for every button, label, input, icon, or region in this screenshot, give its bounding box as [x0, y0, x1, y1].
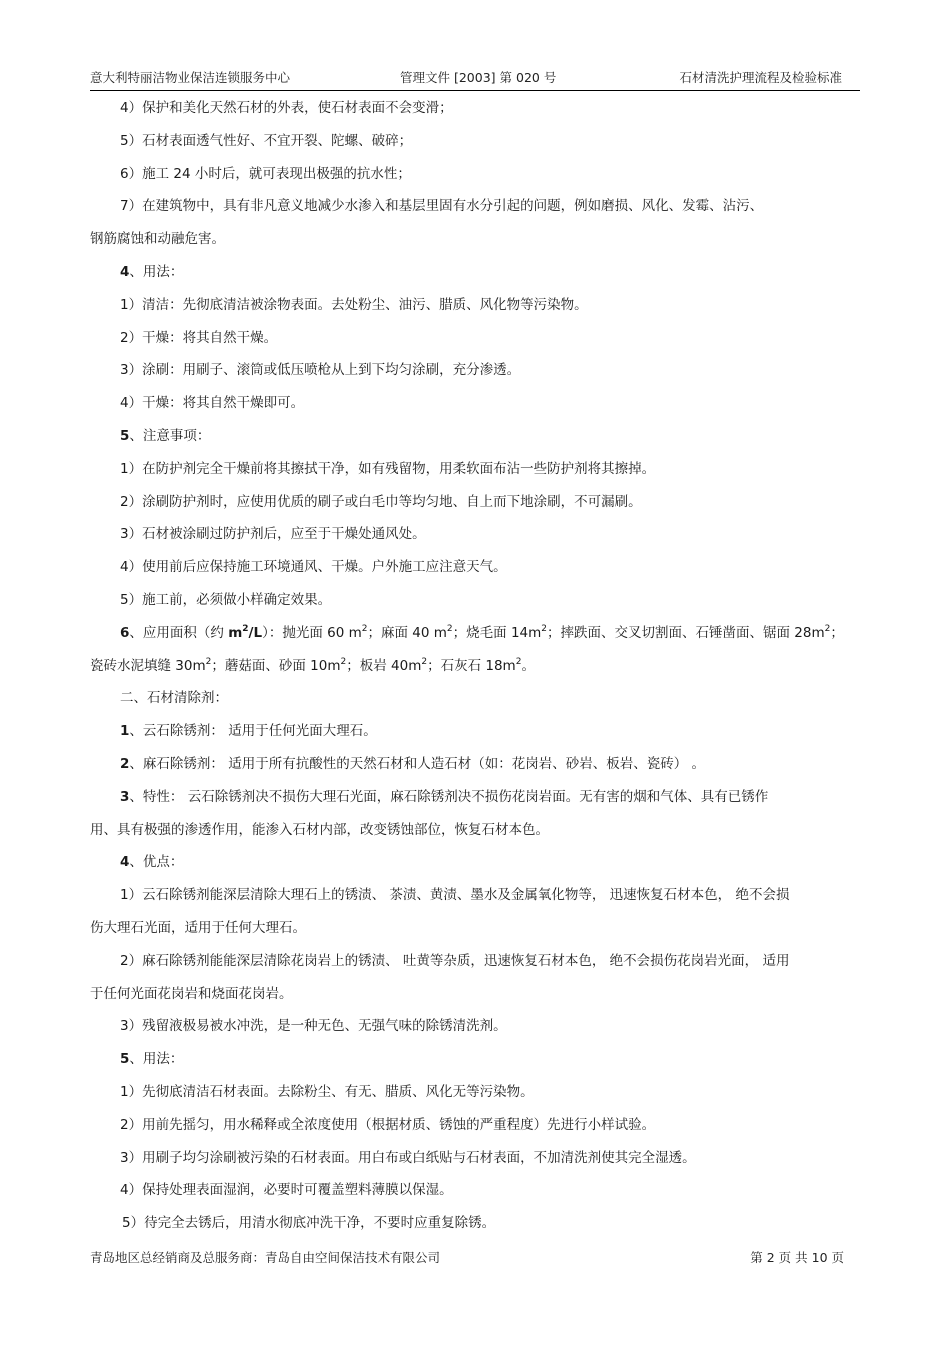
paragraph-line: 2）涂刷防护剂时，应使用优质的刷子或白毛巾等均匀地、自上而下地涂刷，不可漏刷。 [120, 493, 642, 510]
unit-m: m [228, 624, 243, 641]
paragraph-line: 1）在防护剂完全干燥前将其擦拭干净，如有残留物，用柔软面布沾一些防护剂将其擦掉。 [120, 460, 656, 477]
paragraph-line: 3）涂刷：用刷子、滚筒或低压喷枪从上到下均匀涂刷，充分渗透。 [120, 362, 521, 379]
exponent: 2 [446, 623, 453, 634]
paragraph-line: 2）用前先摇匀，用水稀释或全浓度使用（根据材质、锈蚀的严重程度）先进行小样试验。 [120, 1116, 656, 1133]
paragraph-line: 钢筋腐蚀和动融危害。 [90, 231, 225, 248]
chapter-heading: 二、石材清除剂： [120, 690, 228, 707]
exponent: 2 [361, 623, 368, 634]
paragraph-line: 5）石材表面透气性好、不宜开裂、陀螺、破碎； [120, 132, 413, 149]
exponent: 2 [541, 623, 548, 634]
exponent: 2 [205, 656, 212, 667]
header-doc-title: 石材清洗护理流程及检验标准 [679, 70, 842, 85]
paragraph-line: 4）使用前后应保持施工环境通风、干燥。户外施工应注意天气。 [120, 559, 507, 576]
section-heading [90, 420, 860, 453]
page-number: 第 2 页 共 10 页 [750, 1250, 844, 1265]
coverage-text: ； [830, 624, 844, 641]
section-title: 、特性： 云石除锈剂决不损伤大理石光面，麻石除锈剂决不损伤花岗岩面。无有害的烟和气体、具有已锈作 [129, 788, 769, 805]
section-number: 6 [120, 624, 130, 641]
section-title: 、云石除锈剂： 适用于任何光面大理石。 [129, 723, 377, 740]
section-title: 、用法： [129, 263, 184, 280]
coverage-text: ）：抛光面 60 m [262, 624, 362, 641]
section-number: 2 [120, 755, 130, 772]
paragraph-line: 用、具有极强的渗透作用，能渗入石材内部，改变锈蚀部位，恢复石材本色。 [90, 821, 549, 838]
exponent: 2 [421, 656, 428, 667]
paragraph-line: 2）麻石除锈剂能能深层清除花岗岩上的锈渍、 吐黄等杂质，迅速恢复石材本色， 绝不会损伤花岗岩光面， 适用 [120, 952, 790, 969]
paragraph-line: 6）施工 24 小时后，就可表现出极强的抗水性； [120, 165, 411, 182]
section-heading [90, 715, 860, 748]
paragraph-line: 1）清洁：先彻底清洁被涂物表面。去处粉尘、油污、腊质、风化物等污染物。 [120, 296, 588, 313]
coverage-text: 瓷砖水泥填缝 30m [90, 657, 206, 674]
page-footer [90, 1248, 860, 1268]
coverage-text: ；摔跌面、交叉切割面、石锤凿面、锯面 28m [547, 624, 825, 641]
section-heading [90, 781, 860, 814]
paragraph-line: 4）保护和美化天然石材的外表，使石材表面不会变滑； [120, 100, 453, 116]
paragraph-line: 1）先彻底清洁石材表面。去除粉尘、有无、腊质、风化无等污染物。 [120, 1083, 534, 1100]
exponent: 2 [340, 656, 347, 667]
paragraph-line: 伤大理石光面，适用于任何大理石。 [90, 919, 306, 936]
page-header [90, 68, 860, 90]
unit-l: /L [248, 624, 263, 641]
paragraph-line: 4）干燥：将其自然干燥即可。 [120, 395, 305, 412]
paragraph-line: 3）用刷子均匀涂刷被污染的石材表面。用白布或白纸贴与石材表面，不加清洗剂使其完全湿透。 [120, 1149, 696, 1166]
section-number: 1 [120, 723, 130, 740]
exponent: 2 [824, 623, 831, 634]
paragraph-line: 1）云石除锈剂能深层清除大理石上的锈渍、 茶渍、黄渍、墨水及金属氧化物等， 迅速恢复石材本色， 绝不会损 [120, 887, 790, 904]
section-number: 4 [120, 854, 130, 871]
section-number: 4 [120, 263, 130, 280]
header-doc-number: 管理文件 [2003] 第 020 号 [400, 70, 557, 85]
section-number: 5 [120, 427, 130, 444]
document-body [90, 92, 860, 1240]
coverage-line [90, 650, 860, 683]
paragraph-line: 3）残留液极易被水冲洗，是一种无色、无强气味的除锈清洗剂。 [120, 1018, 507, 1035]
coverage-text: 、应用面积（约 [129, 624, 229, 641]
section-number: 3 [120, 788, 130, 805]
header-company: 意大利特丽洁物业保洁连锁服务中心 [90, 70, 291, 85]
coverage-text: ；板岩 40m [346, 657, 422, 674]
coverage-text: ；烧毛面 14m [452, 624, 542, 641]
paragraph-line: 7）在建筑物中，具有非凡意义地减少水渗入和基层里固有水分引起的问题，例如磨损、风化、发霉、沾污、 [120, 198, 764, 215]
section-heading [90, 748, 860, 781]
coverage-text: ；石灰石 18m [427, 657, 516, 674]
coverage-line [90, 617, 860, 650]
section-heading [90, 1043, 860, 1076]
section-title: 、优点： [129, 854, 184, 871]
header-divider [90, 90, 860, 91]
coverage-text: ；蘑菇面、砂面 10m [211, 657, 341, 674]
section-heading [90, 846, 860, 879]
paragraph-line: 5）待完全去锈后，用清水彻底冲洗干净，不要时应重复除锈。 [122, 1215, 496, 1232]
paragraph-line: 2）干燥：将其自然干燥。 [120, 329, 278, 346]
paragraph-line: 3）石材被涂刷过防护剂后，应至于干燥处通风处。 [120, 526, 426, 543]
footer-distributor: 青岛地区总经销商及总服务商：青岛自由空间保洁技术有限公司 [90, 1250, 441, 1265]
unit-exponent: 2 [242, 623, 249, 634]
paragraph-line: 4）保持处理表面湿润，必要时可覆盖塑料薄膜以保湿。 [120, 1182, 453, 1199]
paragraph-line: 于任何光面花岗岩和烧面花岗岩。 [90, 985, 293, 1002]
exponent: 2 [515, 656, 522, 667]
section-title: 、注意事项： [129, 427, 211, 444]
coverage-text: ；麻面 40 m [367, 624, 447, 641]
section-heading [90, 256, 860, 289]
paragraph-line: 5）施工前，必须做小样确定效果。 [120, 591, 332, 608]
coverage-text: 。 [521, 657, 535, 674]
section-title: 、麻石除锈剂： 适用于所有抗酸性的天然石材和人造石材（如：花岗岩、砂岩、板岩、瓷砖） 。 [129, 755, 705, 772]
section-title: 、用法： [129, 1051, 184, 1068]
section-number: 5 [120, 1051, 130, 1068]
